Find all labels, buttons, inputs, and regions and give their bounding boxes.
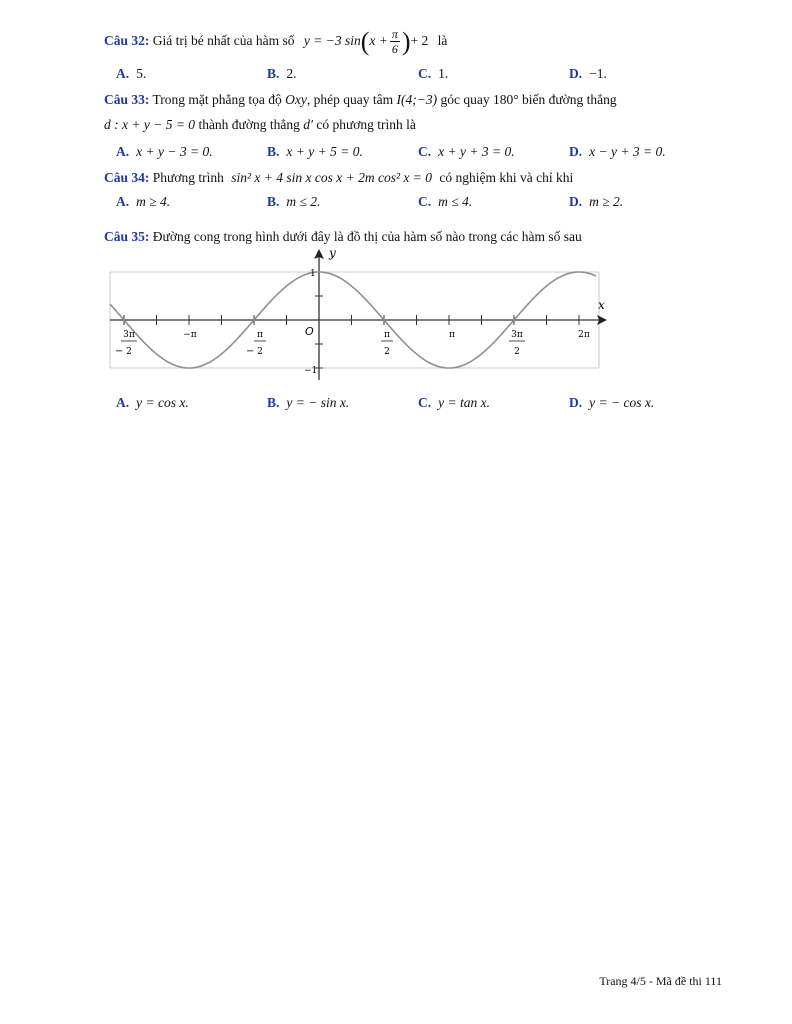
minus-sign: −	[115, 346, 124, 357]
tick-neg-3pi2-num: 3π	[123, 330, 135, 340]
option-letter: D.	[569, 66, 583, 81]
option-text: x + y − 3 = 0.	[136, 144, 213, 159]
formula-x: x +	[369, 33, 388, 48]
question-34-text-2: có nghiệm khi và chỉ khi	[439, 170, 574, 185]
option-letter: B.	[267, 66, 280, 81]
tick-neg-pi-label: −π	[183, 330, 197, 340]
x-axis-label: x	[598, 298, 605, 312]
tick-pi2-num: π	[384, 330, 390, 340]
sine-curve-graph	[104, 243, 610, 383]
rotation-angle: góc quay 180°	[440, 92, 519, 107]
question-34-label: Câu 34:	[104, 170, 150, 185]
q33-option-c[interactable]	[418, 144, 515, 160]
option-letter: A.	[116, 66, 130, 81]
q32-option-d[interactable]	[569, 66, 607, 82]
question-35-text: Đường cong trong hình dưới đây là đồ thị của hàm số nào trong các hàm số sau	[152, 229, 582, 244]
right-paren: )	[401, 26, 411, 56]
option-letter: D.	[569, 144, 583, 159]
option-letter: A.	[116, 144, 130, 159]
q35-option-d[interactable]	[569, 395, 654, 411]
option-letter: A.	[116, 194, 130, 209]
q34-option-c[interactable]	[418, 194, 472, 210]
q34-option-b[interactable]	[267, 194, 320, 210]
option-text: m ≥ 2.	[589, 194, 624, 209]
y-tick-neg1-label: −1	[304, 366, 318, 376]
question-32-formula	[303, 26, 432, 57]
line-d-equation: d : x + y − 5 = 0	[104, 117, 196, 132]
q32-option-b[interactable]	[267, 66, 297, 82]
frac-num: π	[391, 27, 398, 42]
formula-head: y = −3 sin	[303, 33, 361, 48]
question-32-end: là	[437, 33, 448, 48]
option-text: 5.	[136, 66, 147, 81]
question-33-label: Câu 33:	[104, 92, 150, 107]
question-33	[104, 92, 617, 108]
y-tick-1-label: 1	[310, 269, 316, 279]
question-33-line-2	[104, 117, 416, 133]
option-text: x + y + 3 = 0.	[438, 144, 515, 159]
q32-option-a[interactable]	[116, 66, 146, 82]
option-letter: B.	[267, 395, 280, 410]
formula-tail: + 2	[410, 33, 429, 48]
q35-option-b[interactable]	[267, 395, 349, 411]
tick-3pi2-num: 3π	[511, 330, 523, 340]
q35-option-c[interactable]	[418, 395, 490, 411]
tick-2pi-label: 2π	[578, 330, 590, 340]
option-text: y = − cos x.	[589, 395, 655, 410]
tick-neg-pi2-num: π	[257, 330, 263, 340]
tick-3pi2-den: 2	[514, 347, 520, 357]
option-text: y = tan x.	[438, 395, 490, 410]
option-text: m ≥ 4.	[136, 194, 171, 209]
question-34-text-1: Phương trình	[152, 170, 224, 185]
option-letter: B.	[267, 144, 280, 159]
frac-den: 6	[391, 42, 398, 57]
y-axis-label: y	[329, 246, 336, 260]
q35-option-a[interactable]	[116, 395, 189, 411]
tick-neg-3pi2-den: 2	[126, 347, 132, 357]
page-footer: Trang 4/5 - Mã đề thi 111	[599, 974, 722, 988]
question-34	[104, 170, 573, 186]
option-letter: C.	[418, 194, 432, 209]
option-letter: D.	[569, 194, 583, 209]
question-33-text-4: biến đường thẳng	[521, 92, 617, 107]
q33-option-d[interactable]	[569, 144, 666, 160]
question-33-text-2: , phép quay tâm	[306, 92, 394, 107]
question-35-label: Câu 35:	[104, 229, 150, 244]
question-33-text-5: thành đường thẳng	[198, 117, 300, 132]
question-32-label: Câu 32:	[104, 33, 150, 48]
option-text: −1.	[589, 66, 607, 81]
option-letter: C.	[418, 66, 432, 81]
option-text: x − y + 3 = 0.	[589, 144, 666, 159]
option-letter: A.	[116, 395, 130, 410]
option-text: y = − sin x.	[286, 395, 350, 410]
question-32	[104, 22, 447, 60]
q33-option-a[interactable]	[116, 144, 213, 160]
rotation-center: I(4;−3)	[396, 92, 438, 107]
option-letter: C.	[418, 144, 432, 159]
tick-pi-label: π	[449, 330, 455, 340]
question-34-equation: sin² x + 4 sin x cos x + 2m cos² x = 0	[231, 170, 433, 185]
q34-option-d[interactable]	[569, 194, 623, 210]
q33-option-b[interactable]	[267, 144, 363, 160]
origin-label: O	[305, 325, 314, 338]
left-paren: (	[360, 26, 370, 56]
option-text: m ≤ 4.	[438, 194, 473, 209]
q34-option-a[interactable]	[116, 194, 170, 210]
minus-sign: −	[246, 346, 255, 357]
question-32-text: Giá trị bé nhất của hàm số	[152, 33, 295, 48]
pi-over-6-fraction	[390, 27, 400, 56]
option-text: 2.	[286, 66, 297, 81]
q32-option-c[interactable]	[418, 66, 448, 82]
option-text: y = cos x.	[136, 395, 189, 410]
option-text: 1.	[438, 66, 449, 81]
tick-pi2-den: 2	[384, 347, 390, 357]
tick-neg-pi2-den: 2	[257, 347, 263, 357]
option-text: x + y + 5 = 0.	[286, 144, 363, 159]
oxy-symbol: Oxy	[285, 92, 307, 107]
question-33-text-6: có phương trình là	[316, 117, 416, 132]
option-letter: D.	[569, 395, 583, 410]
option-letter: B.	[267, 194, 280, 209]
d-prime-symbol: d′	[303, 117, 313, 132]
question-33-text-1: Trong mặt phẳng tọa độ	[152, 92, 282, 107]
option-letter: C.	[418, 395, 432, 410]
option-text: m ≤ 2.	[286, 194, 321, 209]
